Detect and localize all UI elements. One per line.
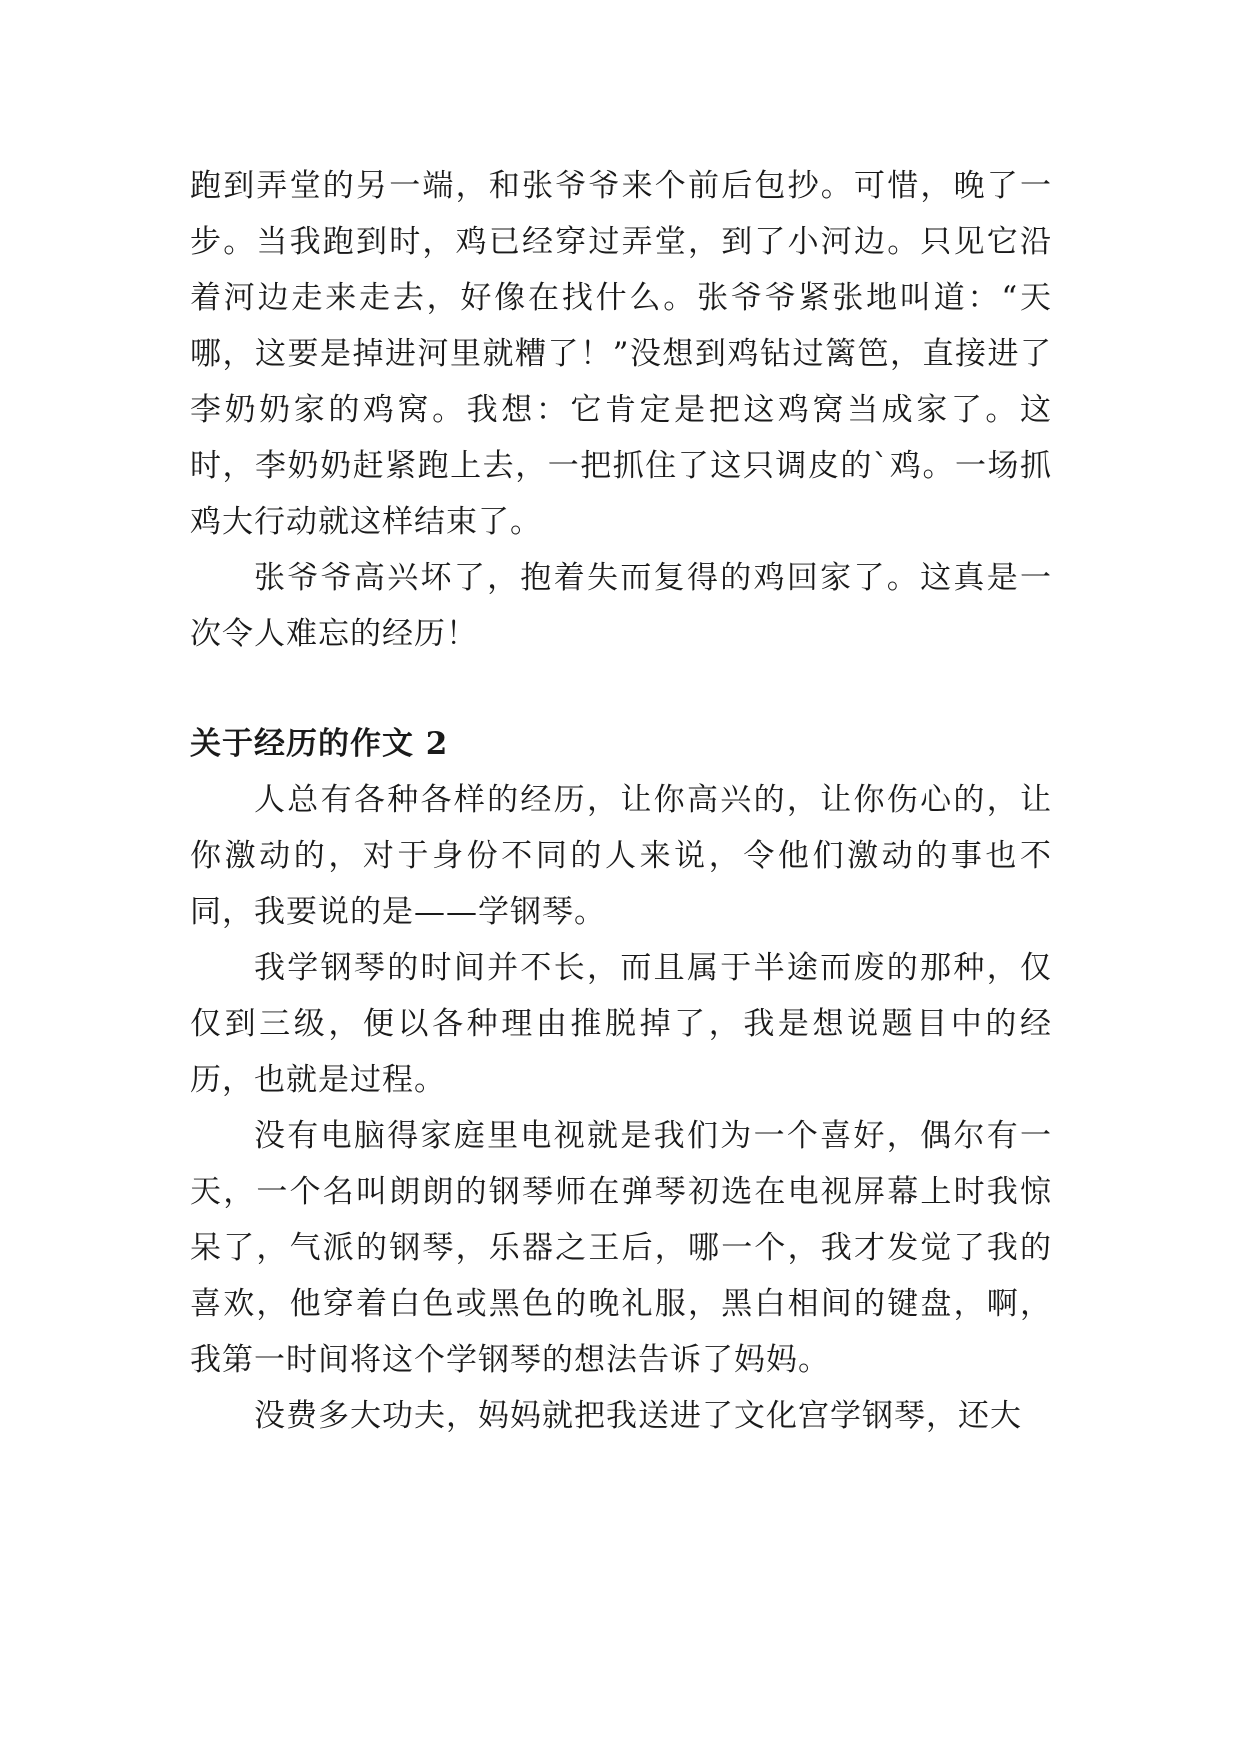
- paragraph-piano-inspiration: 没有电脑得家庭里电视就是我们为一个喜好，偶尔有一天，一个名叫朗朗的钢琴师在弹琴初选在电视屏幕上时我惊呆了，气派的钢琴，乐器之王后，哪一个，我才发觉了我的喜欢，他穿着白色或黑色的晚礼服，黑白相间的键盘，啊，我第一时间将这个学钢琴的想法告诉了妈妈。: [190, 1118, 1052, 1378]
- section-title: 关于经历的作文 2: [190, 726, 449, 762]
- paragraph-piano-duration: 我学钢琴的时间并不长，而且属于半途而废的那种，仅仅到三级，便以各种理由推脱掉了，我是想说题目中的经历，也就是过程。: [190, 950, 1052, 1098]
- paragraph-chicken-ending: 张爷爷高兴坏了，抱着失而复得的鸡回家了。这真是一次令人难忘的经历！: [190, 560, 1052, 652]
- document-page: [190, 158, 1052, 1444]
- paragraph-chicken-chase: 跑到弄堂的另一端，和张爷爷来个前后包抄。可惜，晚了一步。当我跑到时，鸡已经穿过弄堂，到了小河边。只见它沿着河边走来走去，好像在找什么。张爷爷紧张地叫道：“天哪，这要是掉进河里就糟了！”没想到鸡钻过篱笆，直接进了李奶奶家的鸡窝。我想：它肯定是把这鸡窝当成家了。这时，李奶奶赶紧跑上去，一把抓住了这只调皮的`鸡。一场抓鸡大行动就这样结束了。: [190, 168, 1052, 540]
- paragraph-experiences-intro: 人总有各种各样的经历，让你高兴的，让你伤心的，让你激动的，对于身份不同的人来说，令他们激动的事也不同，我要说的是——学钢琴。: [190, 782, 1052, 930]
- paragraph-piano-start: 没费多大功夫，妈妈就把我送进了文化宫学钢琴，还大: [254, 1398, 1022, 1434]
